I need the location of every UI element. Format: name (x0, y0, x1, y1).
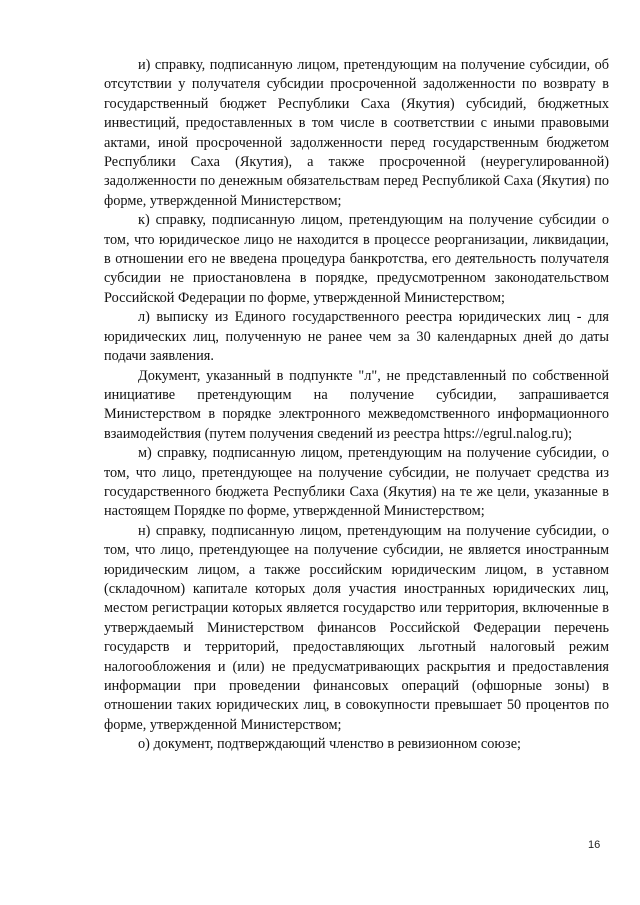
paragraph-n: н) справку, подписанную лицом, претендующим на получение субсидии, о том, что лицо, претендующее на получение субсидии, не является иностранным юридическим лицом, а также российским юридическим лицом, в уставном (складочном) капитале которых доля участия иностранных юридических лиц, местом регистрации которых является государство или территория, включенные в утверждаемый Министерством финансов Российской Федерации перечень государств и территорий, предоставляющих льготный налоговый режим налогообложения и (или) не предусматривающих раскрытия и предоставления информации при проведении финансовых операций (офшорные зоны) в отношении таких юридических лиц, в совокупности превышает 50 процентов по форме, утвержденной Министерством; (104, 522, 609, 733)
document-body (104, 56, 609, 755)
page-number: 16 (588, 839, 601, 851)
paragraph-m: м) справку, подписанную лицом, претендующим на получение субсидии, о том, что лицо, претендующее на получение субсидии, не получает средства из государственного бюджета Республики Саха (Якутия) на те же цели, указанные в настоящем Порядке по форме, утвержденной Министерством; (104, 445, 609, 520)
paragraph-i: и) справку, подписанную лицом, претендующим на получение субсидии, об отсутствии у получателя субсидии просроченной задолженности по возврату в государственный бюджет Республики Саха (Якутия) субсидий, бюджетных инвестиций, предоставленных в том числе в соответствии с иными правовыми актами, иной просроченной задолженности перед государственным бюджетом Республики Саха (Якутия), а также просроченной (неурегулированной) задолженности по денежным обязательствам перед Республикой Саха (Якутия) по форме, утвержденной Министерством; (104, 57, 609, 209)
paragraph-k: к) справку, подписанную лицом, претендующим на получение субсидии о том, что юридическое лицо не находится в процессе реорганизации, ликвидации, в отношении его не введена процедура банкротства, его деятельность получателя субсидии не приостановлена в порядке, предусмотренном законодательством Российской Федерации по форме, утвержденной Министерством; (104, 212, 609, 306)
paragraph-note: Документ, указанный в подпункте "л", не представленный по собственной инициативе претендующим на получение субсидии, запрашивается Министерством в порядке электронного межведомственного информационного взаимодействия (путем получения сведений из реестра https://egrul.nalog.ru); (104, 367, 609, 442)
paragraph-o: о) документ, подтверждающий членство в ревизионном союзе; (138, 736, 522, 753)
paragraph-l: л) выписку из Единого государственного реестра юридических лиц - для юридических лиц, полученную не ранее чем за 30 календарных дней до даты подачи заявления. (104, 309, 609, 365)
